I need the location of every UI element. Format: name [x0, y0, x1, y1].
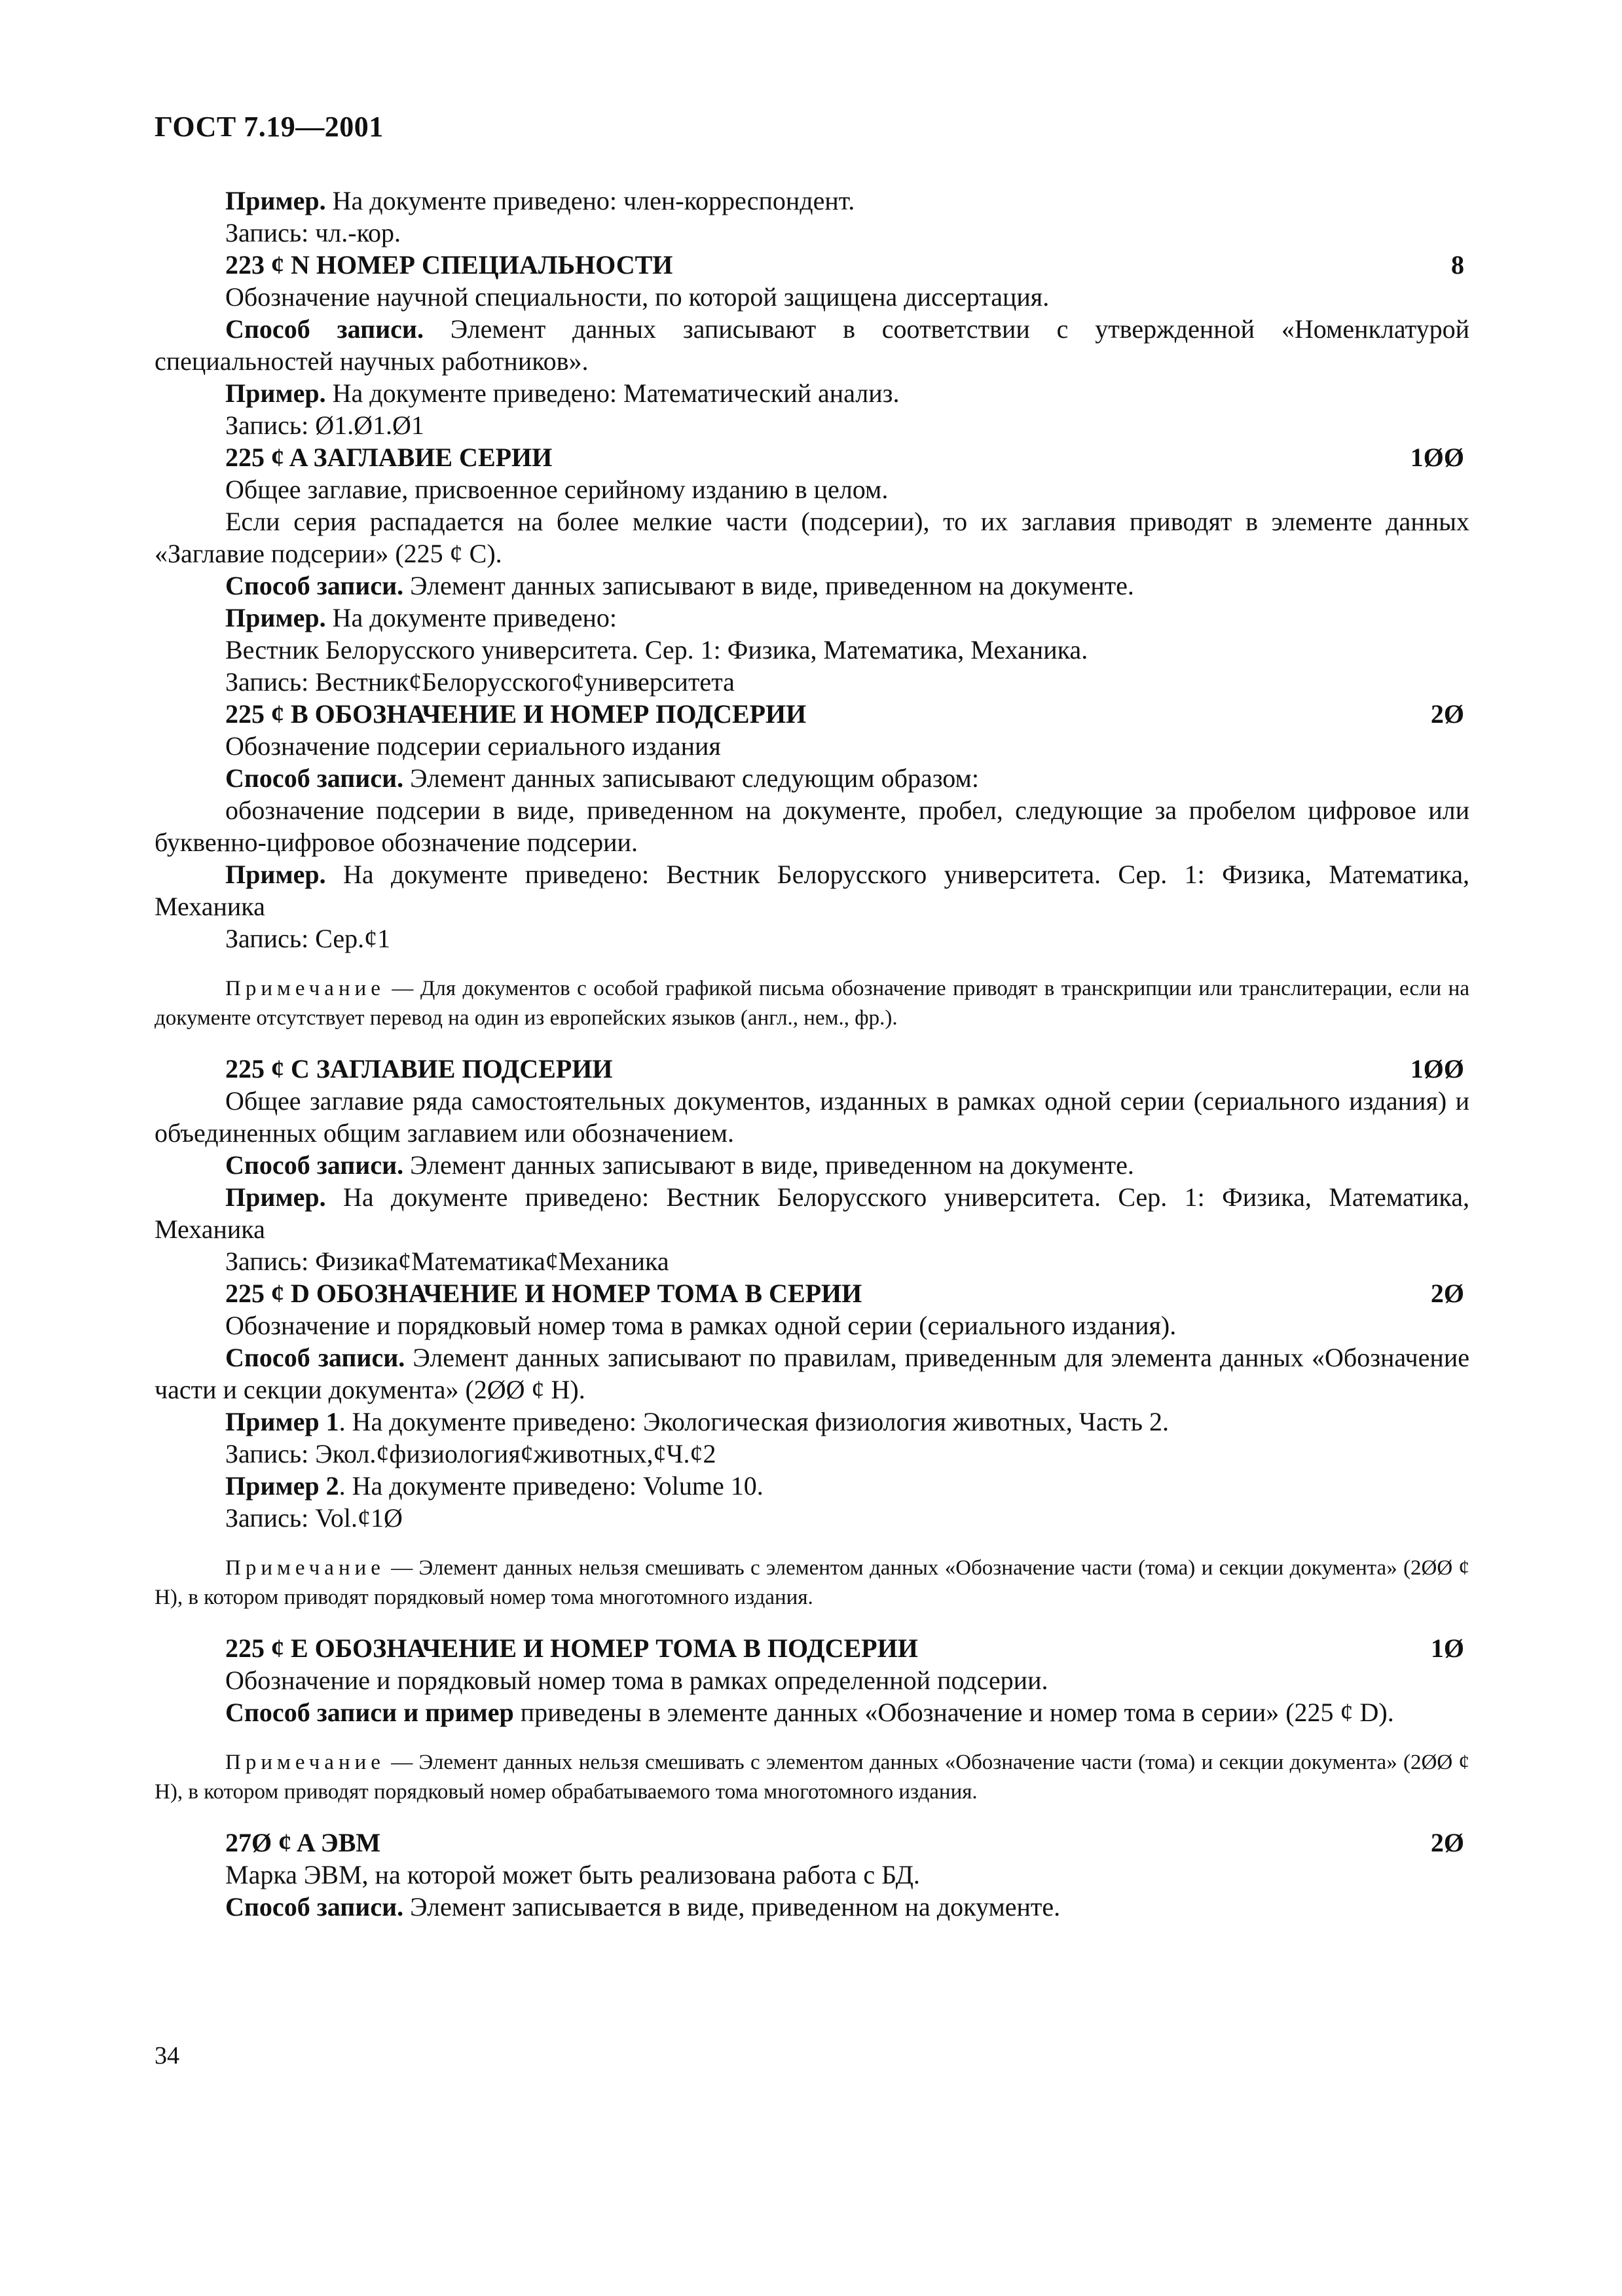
- example-text: На документе приведено: Вестник Белорусского университета. Сер. 1: Физика, Математика, Механика: [155, 1182, 1469, 1244]
- definition-paragraph: Обозначение научной специальности, по которой защищена диссертация.: [225, 282, 1050, 312]
- record-line: Запись: ФизикаȼМатематикаȼМеханика: [225, 1247, 669, 1276]
- method-label: Способ записи.: [225, 763, 404, 793]
- method-paragraph: [155, 570, 1469, 602]
- section-length: 2Ø: [1430, 699, 1464, 729]
- section-heading-223n: [155, 249, 1469, 281]
- section-length: 2Ø: [1430, 1279, 1464, 1308]
- note-paragraph: [155, 1554, 1469, 1613]
- note-label: Примечание: [225, 1556, 385, 1580]
- section-heading-270a: [155, 1827, 1469, 1859]
- example-text: . На документе приведено: Экологическая физиология животных, Часть 2.: [339, 1407, 1169, 1436]
- example-label: Пример.: [225, 860, 326, 889]
- definition-paragraph: Общее заглавие, присвоенное серийному изданию в целом.: [225, 475, 889, 504]
- method-paragraph: [155, 313, 1469, 377]
- record-line: Запись: Сер.ȼ1: [225, 924, 391, 953]
- note-paragraph: [155, 1748, 1469, 1807]
- section-length: 8: [1451, 250, 1464, 280]
- method-label: Способ записи.: [225, 571, 404, 600]
- section-heading-225a: [155, 441, 1469, 473]
- page-number: 34: [155, 2042, 179, 2069]
- example-paragraph: [155, 1406, 1469, 1438]
- example-paragraph: [155, 602, 1469, 634]
- example-label: Пример.: [225, 186, 326, 215]
- record-line: Запись: ВестникȼБелорусскогоȼуниверситета: [225, 667, 735, 697]
- method-text: Элемент данных записывают в виде, приведенном на документе.: [403, 571, 1134, 600]
- method-paragraph: [155, 762, 1469, 794]
- section-heading-225b: [155, 698, 1469, 730]
- section-length: 1Ø: [1430, 1633, 1464, 1663]
- definition-paragraph: Если серия распадается на более мелкие части (подсерии), то их заглавия приводят в элементе данных «Заглавие подсерии» (225 ȼ C).: [155, 507, 1469, 568]
- method-text: Элемент данных записывают по правилам, приведенным для элемента данных «Обозначение части и секции документа» (2ØØ ȼ H).: [155, 1343, 1469, 1404]
- method-text: приведены в элементе данных «Обозначение и номер тома в серии» (225 ȼ D).: [513, 1698, 1394, 1727]
- note-label: Примечание: [225, 1751, 385, 1774]
- section-heading-225c: [155, 1053, 1469, 1085]
- method-paragraph: [155, 1696, 1469, 1728]
- example-paragraph: [155, 185, 1469, 217]
- example-paragraph: [155, 1470, 1469, 1502]
- note-paragraph: [155, 974, 1469, 1033]
- section-length: 2Ø: [1430, 1828, 1464, 1857]
- method-label: Способ записи.: [225, 314, 424, 344]
- section-title: 223 ȼ N НОМЕР СПЕЦИАЛЬНОСТИ: [225, 250, 673, 280]
- record-line: Запись: Ø1.Ø1.Ø1: [225, 410, 424, 440]
- section-title: 225 ȼ E ОБОЗНАЧЕНИЕ И НОМЕР ТОМА В ПОДСЕРИИ: [225, 1633, 918, 1663]
- document-body: [155, 185, 1469, 1923]
- example-text: На документе приведено: Вестник Белорусского университета. Сер. 1: Физика, Математика, Механика: [155, 860, 1469, 921]
- section-title: 225 ȼ B ОБОЗНАЧЕНИЕ И НОМЕР ПОДСЕРИИ: [225, 699, 807, 729]
- section-title: 225 ȼ D ОБОЗНАЧЕНИЕ И НОМЕР ТОМА В СЕРИИ: [225, 1279, 862, 1308]
- definition-paragraph: Обозначение и порядковый номер тома в рамках определенной подсерии.: [225, 1666, 1048, 1695]
- method-text: Элемент данных записывают в виде, приведенном на документе.: [403, 1150, 1134, 1180]
- example-paragraph: [155, 858, 1469, 922]
- example-label: Пример 2: [225, 1471, 339, 1501]
- section-heading-225e: [155, 1632, 1469, 1664]
- example-label: Пример.: [225, 378, 326, 408]
- example-source-line: Вестник Белорусского университета. Сер. 1: Физика, Математика, Механика.: [225, 635, 1088, 665]
- section-heading-225d: [155, 1277, 1469, 1309]
- method-label: Способ записи и пример: [225, 1698, 514, 1727]
- note-text: — Элемент данных нельзя смешивать с элементом данных «Обозначение части (тома) и секции документа» (2ØØ ȼ H), в котором приводят порядковый номер тома многотомного издания.: [155, 1556, 1469, 1609]
- method-label: Способ записи.: [225, 1343, 405, 1372]
- method-label: Способ записи.: [225, 1892, 404, 1922]
- section-title: 27Ø ȼ A ЭВМ: [225, 1828, 381, 1857]
- section-length: 1ØØ: [1410, 1054, 1464, 1084]
- example-paragraph: [155, 1181, 1469, 1245]
- method-text: Элемент записывается в виде, приведенном на документе.: [403, 1892, 1061, 1922]
- section-title: 225 ȼ A ЗАГЛАВИЕ СЕРИИ: [225, 443, 553, 472]
- record-line: Запись: чл.-кор.: [225, 218, 401, 247]
- example-text: На документе приведено: член-корреспондент.: [325, 186, 855, 215]
- note-text: — Элемент данных нельзя смешивать с элементом данных «Обозначение части (тома) и секции документа» (2ØØ ȼ H), в котором приводят порядковый номер обрабатываемого тома многотомного издания.: [155, 1751, 1469, 1804]
- definition-paragraph: Марка ЭВМ, на которой может быть реализована работа с БД.: [225, 1860, 920, 1889]
- method-text: Элемент данных записывают следующим образом:: [403, 763, 979, 793]
- method-label: Способ записи.: [225, 1150, 404, 1180]
- example-label: Пример 1: [225, 1407, 339, 1436]
- example-label: Пример.: [225, 603, 326, 632]
- method-paragraph: [155, 1341, 1469, 1406]
- example-label: Пример.: [225, 1182, 326, 1212]
- method-detail-paragraph: обозначение подсерии в виде, приведенном на документе, пробел, следующие за пробелом цифровое или буквенно-цифровое обозначение подсерии.: [155, 795, 1469, 857]
- example-text: На документе приведено:: [325, 603, 617, 632]
- note-text: — Для документов с особой графикой письма обозначение приводят в транскрипции или транслитерации, если на документе отсутствует перевод на один из европейских языков (англ., нем., фр.).: [155, 977, 1469, 1030]
- record-line: Запись: Экол.ȼфизиологияȼживотных,ȼЧ.ȼ2: [225, 1439, 716, 1468]
- example-text: На документе приведено: Математический анализ.: [325, 378, 900, 408]
- method-text: Элемент данных записывают в соответствии с утвержденной «Номенклатурой специальностей научных работников».: [155, 314, 1469, 376]
- method-paragraph: [155, 1149, 1469, 1181]
- record-line: Запись: Vol.ȼ1Ø: [225, 1503, 403, 1533]
- method-paragraph: [155, 1891, 1469, 1923]
- section-length: 1ØØ: [1410, 443, 1464, 472]
- example-paragraph: [155, 377, 1469, 409]
- definition-paragraph: Обозначение подсерии сериального издания: [225, 731, 721, 761]
- note-label: Примечание: [225, 977, 385, 1000]
- section-title: 225 ȼ C ЗАГЛАВИЕ ПОДСЕРИИ: [225, 1054, 613, 1084]
- definition-paragraph: Общее заглавие ряда самостоятельных документов, изданных в рамках одной серии (сериального издания) и объединенных общим заглавием или обозначением.: [155, 1086, 1469, 1148]
- definition-paragraph: Обозначение и порядковый номер тома в рамках одной серии (сериального издания).: [225, 1311, 1177, 1340]
- example-text: . На документе приведено: Volume 10.: [339, 1471, 764, 1501]
- document-code-header: ГОСТ 7.19—2001: [155, 111, 384, 143]
